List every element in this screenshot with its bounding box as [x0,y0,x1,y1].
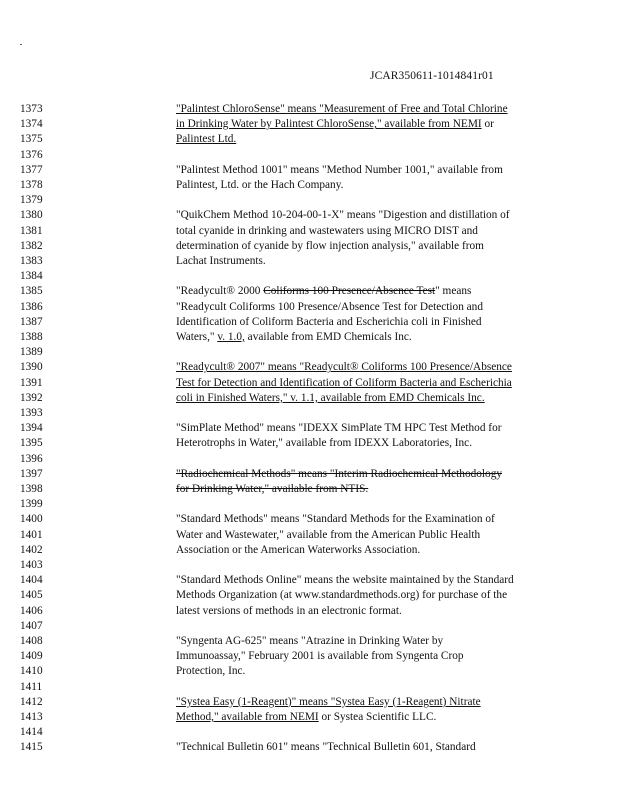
inserted-text: coli in Finished Waters," v. 1.1, available from EMD Chemicals Inc. [176,391,485,404]
line-number: 1412 [20,695,43,708]
document-line [0,208,618,223]
line-text [176,467,502,482]
document-line [0,634,618,649]
line-number: 1391 [20,376,43,389]
line-text [176,528,480,543]
line-number: 1389 [20,346,43,359]
document-line [0,421,618,436]
text-segment: or [481,118,494,131]
text-segment: "Technical Bulletin 601" means "Technical Bulletin 601, Standard [176,741,476,754]
document-line [0,604,618,619]
text-segment: "Syngenta AG-625" means "Atrazine in Drinking Water by [176,635,444,647]
text-segment: "Standard Methods" means "Standard Methods for the Examination of [176,513,495,526]
document-line [0,528,618,543]
document-line [0,558,618,573]
line-number: 1403 [20,559,43,571]
inserted-text: in Drinking Water by Palintest ChloroSense," available from NEMI [176,118,482,131]
line-text [176,284,471,299]
document-line [0,725,618,740]
document-line [0,452,618,467]
document-line [0,482,618,497]
deleted-text: "Radiochemical Methods" means "Interim Radiochemical Methodology [176,467,502,480]
line-number: 1405 [20,589,43,602]
line-number: 1411 [20,680,43,693]
document-line [0,178,618,193]
line-number: 1398 [20,483,43,495]
document-line [0,224,618,239]
document-line [0,315,618,330]
text-segment: Association or the American Waterworks Association. [176,543,421,556]
line-number: 1397 [20,467,43,480]
line-text [176,649,464,664]
line-number: 1374 [20,118,43,131]
document-line [0,710,618,725]
line-text [176,117,494,132]
line-text [176,163,503,178]
line-number: 1395 [20,437,43,450]
line-number: 1382 [20,239,43,252]
line-number: 1402 [20,543,43,556]
line-number: 1380 [20,209,43,222]
line-number: 1393 [20,407,43,419]
document-line [0,619,618,634]
line-text [176,543,420,558]
line-number: 1379 [20,194,43,207]
line-number: 1392 [20,391,43,404]
line-text [176,315,482,330]
text-segment: Protection, Inc. [176,665,246,678]
text-segment: "Standard Methods Online" means the website maintained by the Standard [176,574,514,587]
line-number: 1383 [20,255,43,267]
line-number: 1390 [20,361,43,374]
text-segment: Immunoassay," February 2001 is available from Syngenta Crop [176,650,464,663]
document-line [0,391,618,406]
text-segment: determination of cyanide by flow injection analysis," available from [176,239,484,252]
line-number: 1410 [20,665,43,678]
document-line [0,300,618,315]
line-number: 1415 [20,741,43,754]
line-number: 1414 [20,726,43,739]
line-text [176,224,478,239]
document-line [0,345,618,360]
scan-speck [20,44,22,45]
line-text [176,695,481,710]
text-segment: or Systea Scientific LLC. [318,711,437,723]
inserted-text: v. 1.0, [217,331,245,343]
document-line [0,649,618,664]
document-line [0,664,618,679]
line-number: 1387 [20,315,43,328]
inserted-text: Palintest Ltd. [176,133,237,146]
document-line [0,132,618,147]
line-number: 1375 [20,133,43,146]
document-line [0,512,618,527]
line-number: 1381 [20,224,43,237]
line-text [176,360,512,375]
text-segment: "Readycult Coliforms 100 Presence/Absence Test for Detection and [176,300,483,313]
text-segment: " means [435,285,472,298]
deleted-text: Coliforms 100 Presence/Absence Test [263,285,436,298]
line-text [176,421,501,436]
document-line [0,695,618,710]
line-text [176,710,436,725]
inserted-text: Test for Detection and Identification of Coliform Bacteria and Escherichia [176,376,512,389]
line-text [176,634,443,649]
document-line [0,436,618,451]
line-number: 1404 [20,574,43,587]
text-segment: "Palintest Method 1001" means "Method Number 1001," available from [176,163,503,176]
text-segment: "Readycult® 2000 [176,285,264,298]
line-text [176,208,510,223]
inserted-text: "Palintest ChloroSense" means "Measurement of Free and Total Chlorine [176,103,508,115]
line-text [176,330,412,345]
line-text [176,436,472,451]
line-text [176,102,508,117]
line-number: 1378 [20,179,43,191]
document-line [0,467,618,482]
document-line [0,360,618,375]
text-segment: Lachat Instruments. [176,255,266,267]
inserted-text: "Systea Easy (1-Reagent)" means "Systea Easy (1-Reagent) Nitrate [176,695,481,708]
text-segment: Water and Wastewater," available from the American Public Health [176,528,481,541]
document-line [0,406,618,421]
line-text [176,512,495,527]
text-segment: Palintest, Ltd. or the Hach Company. [176,179,344,191]
line-number: 1376 [20,148,43,161]
document-line [0,148,618,163]
document-line [0,284,618,299]
line-text [176,254,266,269]
inserted-text: Method," available from NEMI [176,711,319,723]
text-segment: Methods Organization (at www.standardmethods.org) for purchase of the [176,589,508,602]
line-number: 1409 [20,650,43,663]
line-text [176,604,402,619]
text-segment: Identification of Coliform Bacteria and Escherichia coli in Finished [176,315,482,328]
document-line [0,680,618,695]
line-text [176,391,485,406]
document-line [0,269,618,284]
line-number: 1401 [20,528,43,541]
inserted-text: "Readycult® 2007" means "Readycult® Coliforms 100 Presence/Absence [176,361,512,374]
text-segment: latest versions of methods in an electronic format. [176,604,402,617]
line-number: 1384 [20,270,43,283]
document-line [0,543,618,558]
text-segment: Heterotrophs in Water," available from IDEXX Laboratories, Inc. [176,437,473,450]
line-number: 1394 [20,422,43,435]
document-line [0,254,618,269]
line-text [176,132,236,147]
deleted-text: for Drinking Water," available from NTIS. [176,483,369,495]
text-segment: "SimPlate Method" means "IDEXX SimPlate TM HPC Test Method for [176,422,502,435]
text-segment: "QuikChem Method 10-204-00-1-X" means "Digestion and distillation of [176,209,510,222]
line-number: 1385 [20,285,43,298]
line-text [176,239,484,254]
document-line [0,573,618,588]
line-number: 1386 [20,300,43,313]
line-number: 1400 [20,513,43,526]
document-line [0,163,618,178]
document-line [0,102,618,117]
line-text [176,300,483,315]
line-text [176,178,343,193]
line-number: 1373 [20,103,43,115]
line-text [176,573,514,588]
document-line [0,117,618,132]
text-segment: available from EMD Chemicals Inc. [244,331,412,343]
document-line [0,497,618,512]
line-number: 1396 [20,452,43,465]
document-line [0,239,618,254]
document-line [0,376,618,391]
line-number: 1413 [20,711,43,723]
line-number: 1388 [20,331,43,343]
line-number: 1407 [20,619,43,632]
line-text [176,482,368,497]
document-line [0,330,618,345]
document-id: JCAR350611-1014841r01 [370,70,494,82]
line-number: 1408 [20,635,43,647]
line-text [176,588,507,603]
text-segment: Waters," [176,331,218,343]
line-number: 1377 [20,163,43,176]
line-text [176,740,476,755]
text-segment: total cyanide in drinking and wastewaters using MICRO DIST and [176,224,478,237]
line-text [176,376,512,391]
line-text [176,664,245,679]
document-line [0,588,618,603]
line-number: 1406 [20,604,43,617]
document-line [0,740,618,755]
line-number: 1399 [20,498,43,511]
document-line [0,193,618,208]
